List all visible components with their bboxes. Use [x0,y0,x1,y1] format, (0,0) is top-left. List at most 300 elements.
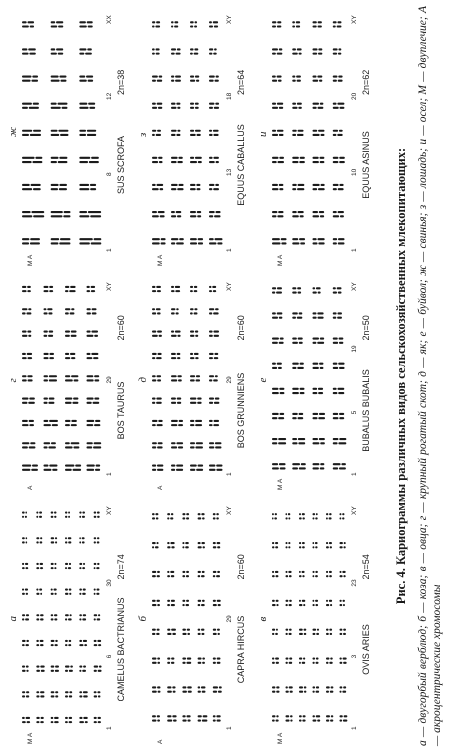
chromosome-arm [28,48,36,50]
chromosome-arm [340,215,344,217]
chromosome-arm [26,541,28,543]
chromosome-arm [272,80,277,82]
chromosome-arm [213,157,219,159]
chromosome-arm [213,312,219,314]
chromosome-arm [279,48,283,50]
chromosome-arm [171,465,175,467]
chromosome-arm [55,541,57,543]
chromosome-arm [40,644,44,646]
chromosome-arm [171,215,176,217]
chromosome-arm [276,719,279,721]
chromosome-arm [69,593,71,595]
chromosome-number: XY [226,506,233,515]
chromosome-arm [313,546,315,548]
chromosome-arm [92,308,97,310]
panel-letter: ж [7,126,19,137]
chromosome-arm [195,335,198,337]
chromosome-arm [49,375,57,377]
chromosome-arm [98,670,102,672]
chromosome-arm [156,375,161,377]
chromosome-arm [272,161,277,163]
chromosome-arm [90,184,96,186]
chromosome-arm [79,670,81,672]
chromosome-arm [299,312,303,314]
chromosome-arm [333,413,338,415]
chromosome-arm [279,388,284,390]
chromosome-arm [54,589,57,591]
chromosome-arm [22,157,35,159]
chromosome-arm [198,600,202,602]
chromosome-arm [341,463,346,465]
chromosome-arm [216,161,219,163]
chromosome-arm [185,546,189,548]
chromosome-arm [171,242,175,244]
chromosome-arm [330,719,333,721]
chromosome-arm [51,516,54,518]
chromosome-arm [272,691,275,693]
chromosome-arm [198,715,202,717]
chromosome-arm [209,335,213,337]
chromosome-arm [218,604,221,606]
chromosome-number: XY [351,506,358,515]
chromosome-arm [290,715,293,717]
chromosome-arm [51,644,54,646]
chromosome-arm [212,286,216,288]
chromosome-arm [152,161,158,163]
chromosome-group-marker: A [157,739,164,744]
chromosome-arm [313,662,315,664]
chromosome-arm [94,721,97,723]
chromosome-arm [213,290,216,292]
chromosome-arm [217,719,221,721]
chromosome-arm [171,238,178,240]
chromosome-arm [190,357,194,359]
chromosome-arm [333,342,338,344]
chromosome-arm [201,686,206,688]
chromosome-arm [197,134,201,136]
chromosome-arm [182,600,185,602]
chromosome-arm [196,442,203,444]
chromosome-arm [68,541,71,543]
chromosome-arm [91,157,99,159]
chromosome-number: 1 [226,726,233,730]
chromosome-arm [315,517,317,519]
chromosome-arm [44,442,51,444]
chromosome-arm [278,442,286,444]
chromosome-arm [292,291,297,293]
chromosome-arm [36,567,39,569]
chromosome-arm [31,469,38,471]
chromosome-arm [71,357,75,359]
chromosome-arm [152,446,156,448]
chromosome-arm [339,417,344,419]
chromosome-arm [195,107,199,109]
chromosome-arm [58,161,68,163]
chromosome-arm [182,546,184,548]
chromosome-arm [152,658,156,660]
chromosome-arm [289,662,293,664]
chromosome-arm [87,465,95,467]
chromosome-arm [152,633,155,635]
chromosome-arm [313,363,319,365]
chromosome-arm [51,134,60,136]
chromosome-arm [338,211,344,213]
chromosome-arm [272,413,279,415]
chromosome-arm [65,357,70,359]
chromosome-arm [213,134,218,136]
chromosome-arm [171,375,177,377]
chromosome-arm [213,575,215,577]
chromosome-arm [298,417,304,419]
chromosome-arm [79,644,83,646]
chromosome-arm [68,512,70,514]
chromosome-arm [313,442,320,444]
chromosome-arm [330,633,332,635]
chromosome-arm [278,161,284,163]
chromosome-arm [300,215,304,217]
chromosome-arm [96,589,99,591]
chromosome-arm [40,593,42,595]
chromosome-arm [65,666,70,668]
chromosome-arm [209,446,214,448]
chromosome-arm [40,721,43,723]
chromosome-arm [79,107,88,109]
chromosome-arm [289,629,292,631]
chromosome-arm [44,402,48,404]
chromosome-arm [299,604,302,606]
chromosome-arm [29,446,36,448]
chromosome-arm [70,614,72,616]
chromosome-arm [279,107,283,109]
chromosome-arm [272,48,278,50]
chromosome-arm [198,633,201,635]
chromosome-arm [289,633,292,635]
chromosome-arm [156,633,159,635]
chromosome-arm [316,691,320,693]
chromosome-arm [277,312,283,314]
chromosome-arm [25,644,28,646]
chromosome-arm [190,398,196,400]
chromosome-arm [318,392,323,394]
chromosome-arm [195,420,202,422]
chromosome-arm [36,721,39,723]
chromosome-arm [302,571,305,573]
chromosome-arm [198,517,202,519]
chromosome-arm [175,286,180,288]
chromosome-arm [171,353,176,355]
chromosome-number: 5 [351,410,358,415]
chromosome-arm [185,542,189,544]
chromosome-arm [182,662,185,664]
chromosome-arm [79,567,81,569]
chromosome-arm [79,618,81,620]
chromosome-arm [44,312,48,314]
chromosome-arm [90,188,96,190]
chromosome-arm [213,513,216,515]
chromosome-arm [171,629,176,631]
chromosome-arm [22,398,28,400]
chromosome-arm [51,717,54,719]
chromosome-arm [167,513,170,515]
chromosome-arm [152,157,157,159]
chromosome-number: XY [351,282,358,291]
chromosome-arm [326,691,329,693]
chromosome-arm [338,80,343,82]
chromosome-arm [272,686,275,688]
chromosome-arm [339,338,344,340]
chromosome-arm [330,546,332,548]
chromosome-arm [51,157,59,159]
chromosome-arm [51,691,55,693]
chromosome-arm [33,130,41,132]
chromosome-arm [152,188,159,190]
chromosome-arm [157,465,163,467]
chromosome-arm [60,80,66,82]
chromosome-arm [25,589,28,591]
chromosome-arm [190,157,194,159]
chromosome-arm [22,238,29,240]
chromosome-arm [65,593,68,595]
chromosome-arm [313,48,318,50]
chromosome-arm [333,442,338,444]
chromosome-arm [317,238,324,240]
chromosome-arm [313,367,319,369]
chromosome-arm [194,308,197,310]
chromosome-arm [286,686,288,688]
chromosome-arm [177,402,181,404]
chromosome-arm [209,353,214,355]
chromosome-arm [65,424,70,426]
chromosome-arm [27,21,34,23]
chromosome-arm [157,575,160,577]
chromosome-arm [57,103,67,105]
chromosome-arm [171,379,177,381]
chromosome-arm [318,388,323,390]
chromosome-arm [22,21,27,23]
chromosome-arm [213,691,217,693]
chromosome-arm [22,48,27,50]
chromosome-arm [326,629,329,631]
chromosome-arm [190,188,196,190]
chromosome-arm [98,614,100,616]
chromosome-number: XX [106,15,113,24]
chromosome-arm [275,546,278,548]
chromosome-arm [216,513,219,515]
chromosome-arm [217,600,221,602]
chromosome-arm [177,48,181,50]
chromosome-arm [58,53,63,55]
chromosome-arm [94,512,96,514]
chromosome-arm [302,662,306,664]
species-label: BUBALUS BUBALIS [361,369,371,452]
chromosome-arm [209,331,213,333]
chromosome-arm [22,721,26,723]
chromosome-arm [152,184,156,186]
chromosome-arm [176,308,178,310]
chromosome-arm [26,593,28,595]
chromosome-arm [22,402,27,404]
chromosome-arm [186,662,191,664]
chromosome-arm [198,662,202,664]
chromosome-arm [171,48,176,50]
chromosome-arm [278,211,283,213]
chromosome-arm [329,662,332,664]
chromosome-arm [340,686,343,688]
chromosome-arm [320,157,325,159]
chromosome-arm [157,542,159,544]
chromosome-arm [202,600,205,602]
chromosome-arm [22,589,24,591]
chromosome-arm [167,719,172,721]
chromosome-arm [82,567,85,569]
chromosome-arm [313,211,319,213]
chromosome-arm [72,402,78,404]
chromosome-arm [152,335,158,337]
chromosome-arm [338,363,344,365]
chromosome-arm [22,53,29,55]
chromosome-arm [330,604,332,606]
chromosome-arm [87,357,93,359]
chromosome-arm [292,438,297,440]
chromosome-arm [79,184,89,186]
chromosome-arm [157,130,161,132]
chromosome-arm [209,424,213,426]
chromosome-arm [215,184,219,186]
chromosome-arm [292,21,295,23]
chromosome-arm [65,563,68,565]
chromosome-arm [290,719,292,721]
chromosome-arm [65,420,71,422]
panel-letter: б [137,615,149,622]
chromosome-arm [79,215,89,217]
chromosome-arm [340,517,342,519]
chromosome-arm [22,357,27,359]
chromosome-arm [176,242,184,244]
chromosome-arm [171,21,174,23]
chromosome-number: 3 [351,654,358,659]
chromosome-arm [190,80,195,82]
chromosome-arm [87,446,93,448]
chromosome-arm [313,75,317,77]
chromosome-arm [52,424,58,426]
chromosome-arm [302,719,305,721]
chromosome-arm [292,215,299,217]
chromosome-arm [96,567,99,569]
chromosome-arm [173,691,176,693]
chromosome-arm [337,25,342,27]
chromosome-arm [87,21,93,23]
chromosome-arm [289,604,292,606]
chromosome-arm [209,48,213,50]
chromosome-arm [201,633,204,635]
chromosome-arm [209,469,216,471]
chromosome-arm [343,604,345,606]
chromosome-arm [54,618,57,620]
chromosome-arm [97,691,100,693]
chromosome-arm [194,53,199,55]
chromosome-arm [25,618,29,620]
species-label: OVIS ARIES [361,624,371,675]
chromosome-arm [338,242,345,244]
chromosome-arm [91,290,95,292]
chromosome-number: XY [226,15,233,24]
chromosome-arm [318,188,325,190]
chromosome-arm [22,335,27,337]
chromosome-arm [272,238,280,240]
chromosome-arm [272,211,277,213]
chromosome-arm [286,715,290,717]
chromosome-arm [196,184,200,186]
chromosome-arm [313,575,315,577]
chromosome-arm [320,161,325,163]
chromosome-arm [97,640,101,642]
chromosome-arm [292,130,297,132]
chromosome-arm [152,575,156,577]
chromosome-arm [51,188,58,190]
chromosome-arm [39,512,42,514]
chromosome-arm [326,633,329,635]
chromosome-arm [51,80,60,82]
chromosome-arm [65,695,68,697]
chromosome-arm [31,80,38,82]
chromosome-arm [313,188,318,190]
chromosome-arm [333,25,336,27]
chromosome-arm [326,546,329,548]
chromosome-arm [339,130,343,132]
chromosome-arm [190,465,197,467]
chromosome-arm [152,398,156,400]
chromosome-arm [48,402,54,404]
chromosome-arm [152,238,160,240]
chromosome-arm [292,80,296,82]
chromosome-arm [292,287,296,289]
chromosome-arm [44,446,48,448]
chromosome-arm [171,357,176,359]
chromosome-arm [333,215,339,217]
chromosome-arm [156,308,161,310]
chromosome-arm [198,629,201,631]
chromosome-arm [65,670,68,672]
chromosome-arm [171,103,176,105]
chromosome-arm [286,517,288,519]
panel-letter: з [137,132,149,137]
chromosome-arm [182,715,185,717]
chromosome-arm [29,107,39,109]
chromosome-arm [152,542,156,544]
chromosome-arm [54,721,58,723]
chromosome-arm [279,134,284,136]
chromosome-arm [337,312,342,314]
chromosome-arm [272,513,274,515]
chromosome-arm [22,618,24,620]
chromosome-arm [298,211,304,213]
chromosome-arm [190,130,194,132]
chromosome-arm [152,312,156,314]
chromosome-arm [156,286,161,288]
chromosome-number: 1 [351,472,358,476]
chromosome-arm [316,633,319,635]
chromosome-arm [22,25,29,27]
chromosome-arm [209,308,214,310]
chromosome-arm [209,107,213,109]
chromosome-arm [320,103,324,105]
chromosome-arm [49,398,55,400]
chromosome-arm [333,363,338,365]
chromosome-arm [299,513,301,515]
chromosome-arm [26,640,29,642]
chromosome-arm [157,103,163,105]
chromosome-arm [88,80,94,82]
